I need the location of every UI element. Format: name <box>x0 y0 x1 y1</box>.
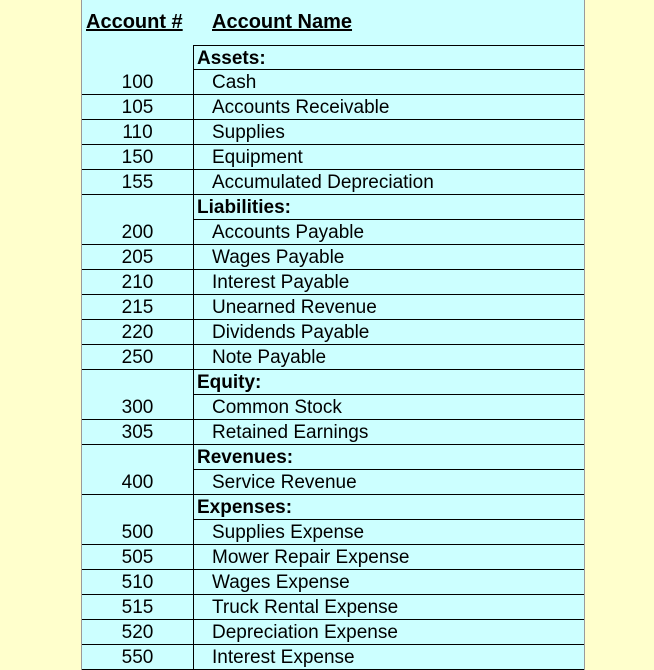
account-row <box>82 570 584 595</box>
account-name: Mower Repair Expense <box>193 545 584 570</box>
section-heading: Revenues: <box>193 445 584 470</box>
account-number: 205 <box>82 245 193 270</box>
account-row <box>82 295 584 320</box>
account-row <box>82 395 584 420</box>
account-name: Cash <box>193 70 584 95</box>
account-row <box>82 320 584 345</box>
account-number: 505 <box>82 545 193 570</box>
account-name: Service Revenue <box>193 470 584 495</box>
account-number <box>82 370 193 395</box>
section-row <box>82 195 584 220</box>
account-number <box>82 495 193 520</box>
account-number-header: Account # <box>86 11 183 33</box>
account-number <box>82 45 193 70</box>
account-number: 500 <box>82 520 193 545</box>
account-name: Depreciation Expense <box>193 620 584 645</box>
account-number <box>82 445 193 470</box>
section-row <box>82 45 584 70</box>
section-row <box>82 370 584 395</box>
section-heading: Equity: <box>193 370 584 395</box>
account-name: Accounts Receivable <box>193 95 584 120</box>
account-row <box>82 145 584 170</box>
account-name: Note Payable <box>193 345 584 370</box>
section-row <box>82 495 584 520</box>
chart-of-accounts-table <box>81 0 585 670</box>
account-row <box>82 345 584 370</box>
account-row <box>82 595 584 620</box>
account-row <box>82 470 584 495</box>
account-name: Accounts Payable <box>193 220 584 245</box>
account-number: 250 <box>82 345 193 370</box>
account-number: 550 <box>82 645 193 670</box>
section-heading: Assets: <box>193 45 584 70</box>
account-name: Supplies Expense <box>193 520 584 545</box>
account-row <box>82 120 584 145</box>
account-number: 200 <box>82 220 193 245</box>
account-number: 105 <box>82 95 193 120</box>
account-row <box>82 270 584 295</box>
account-number: 515 <box>82 595 193 620</box>
account-number: 400 <box>82 470 193 495</box>
account-number: 510 <box>82 570 193 595</box>
account-row <box>82 620 584 645</box>
account-name: Unearned Revenue <box>193 295 584 320</box>
account-row <box>82 220 584 245</box>
section-heading: Liabilities: <box>193 195 584 220</box>
section-row <box>82 445 584 470</box>
account-name: Interest Expense <box>193 645 584 670</box>
table-header <box>82 0 584 46</box>
account-row <box>82 170 584 195</box>
account-name: Truck Rental Expense <box>193 595 584 620</box>
account-number: 150 <box>82 145 193 170</box>
account-name: Supplies <box>193 120 584 145</box>
account-number: 100 <box>82 70 193 95</box>
account-number: 155 <box>82 170 193 195</box>
account-name: Interest Payable <box>193 270 584 295</box>
account-row <box>82 545 584 570</box>
account-row <box>82 645 584 670</box>
account-name-header: Account Name <box>212 11 353 33</box>
section-heading: Expenses: <box>193 495 584 520</box>
account-row <box>82 520 584 545</box>
account-number: 110 <box>82 120 193 145</box>
account-number: 520 <box>82 620 193 645</box>
account-number <box>82 195 193 220</box>
account-name: Wages Payable <box>193 245 584 270</box>
account-number: 210 <box>82 270 193 295</box>
account-row <box>82 420 584 445</box>
account-name: Dividends Payable <box>193 320 584 345</box>
account-row <box>82 70 584 95</box>
account-row <box>82 245 584 270</box>
table-body <box>82 45 584 670</box>
account-name: Accumulated Depreciation <box>193 170 584 195</box>
account-name: Equipment <box>193 145 584 170</box>
account-name: Common Stock <box>193 395 584 420</box>
account-number: 305 <box>82 420 193 445</box>
account-name: Retained Earnings <box>193 420 584 445</box>
account-row <box>82 95 584 120</box>
account-number: 300 <box>82 395 193 420</box>
account-number: 220 <box>82 320 193 345</box>
account-number: 215 <box>82 295 193 320</box>
account-name: Wages Expense <box>193 570 584 595</box>
